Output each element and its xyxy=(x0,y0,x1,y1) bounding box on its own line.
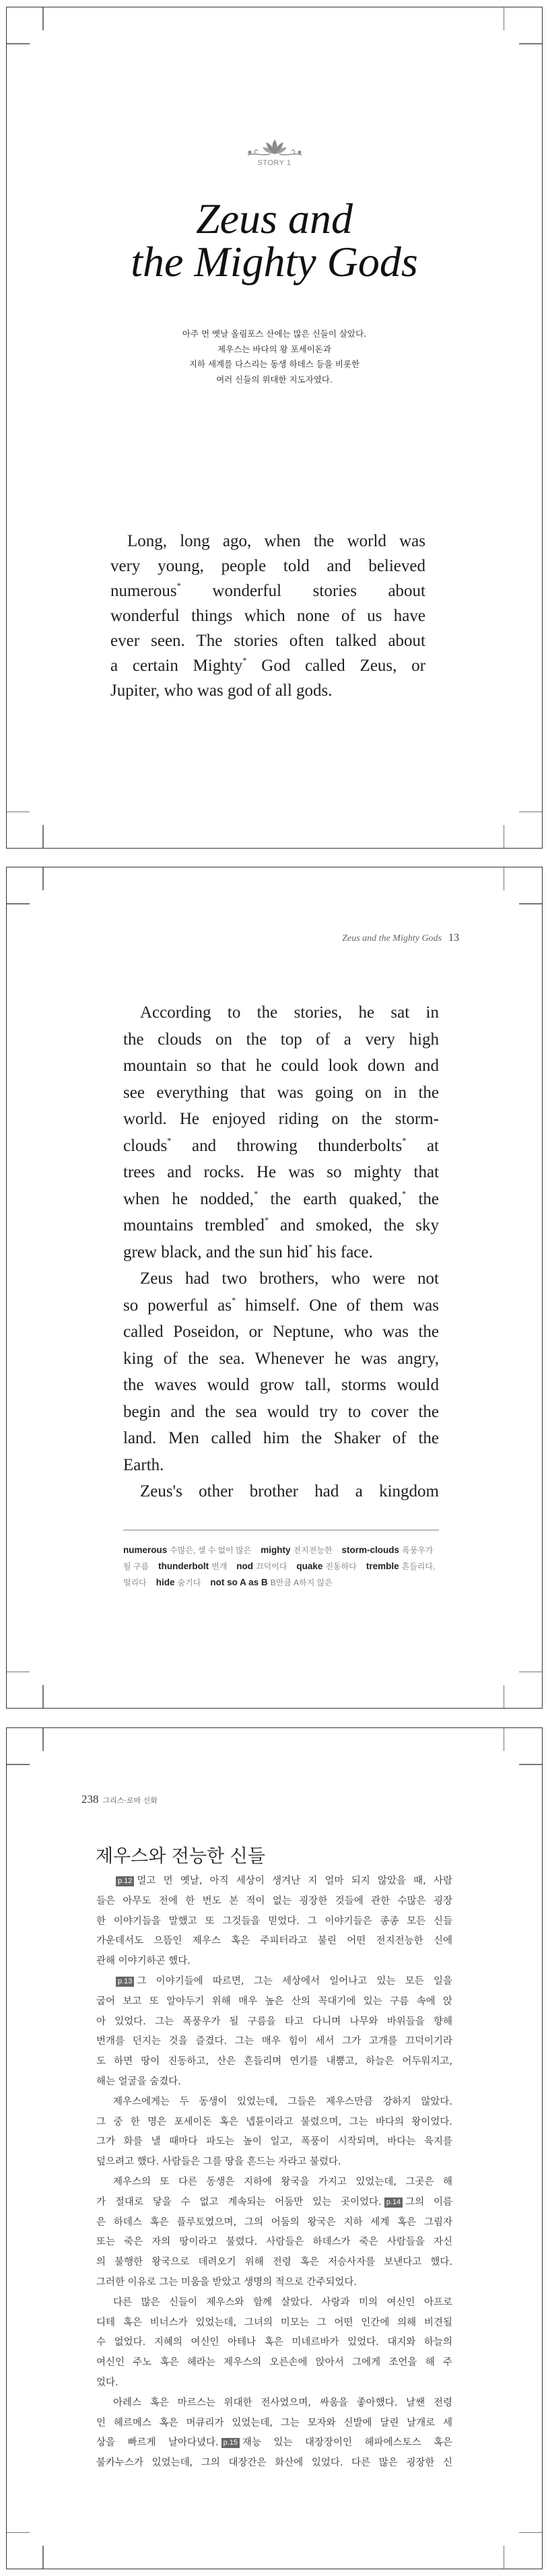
crop-mark xyxy=(519,43,542,44)
line-text: 수 없었다. 지혜의 여신인 아테나 혹은 미네르바가 있었다. 대지와 하늘의 xyxy=(96,2337,452,2348)
line-text: 인 헤르메스 혹은 머큐리가 있었는데, 그는 모자와 신발에 달린 날개로 세 xyxy=(96,2417,452,2429)
text-line xyxy=(96,2253,452,2273)
vocab-entry xyxy=(261,1545,341,1555)
vocab-entry xyxy=(236,1561,296,1571)
text-line xyxy=(96,2313,452,2334)
translation-body-text xyxy=(96,1872,452,2474)
text-line: numerous* wonderful stories about xyxy=(110,581,425,600)
text-line: land. Men called him the Shaker of the xyxy=(123,1429,439,1447)
running-header xyxy=(342,932,459,944)
text-line xyxy=(96,2353,452,2373)
text-line: the clouds on the top of a very high xyxy=(123,1030,439,1049)
story-body-text xyxy=(123,999,439,1505)
text-line: Jupiter, who was god of all gods. xyxy=(110,682,333,700)
text-line xyxy=(96,1931,452,1952)
text-line xyxy=(96,2373,452,2393)
crop-mark xyxy=(7,903,30,904)
vocab-definition: 폭풍우가 될 구름 xyxy=(123,1546,434,1571)
text-line xyxy=(96,1952,452,1972)
story-title-line: the Mighty Gods xyxy=(131,238,418,286)
line-text: 다른 많은 신들이 제우스와 함께 살았다. 사랑과 미의 여신인 아프로 xyxy=(113,2297,452,2308)
page-13 xyxy=(6,867,543,1709)
crop-mark xyxy=(42,1728,44,1751)
text-line: Earth. xyxy=(123,1455,164,1474)
line-text: 그 이야기들에 따르면, 그는 세상에서 일어나고 있는 모든 일을 xyxy=(137,1975,452,1987)
text-line xyxy=(96,2433,452,2453)
text-line xyxy=(96,2193,452,2213)
text-line xyxy=(96,2032,452,2052)
crop-mark xyxy=(519,1764,542,1765)
text-line: grew black, and the sun hid* his face. xyxy=(123,1242,373,1261)
line-text: 굽어 보고 또 알아두기 위해 매우 높은 산의 꼭대기에 있는 구름 속에 앉 xyxy=(96,1995,452,2007)
story-title xyxy=(7,197,542,284)
text-line xyxy=(96,1912,452,1932)
text-line xyxy=(96,1872,452,1892)
crop-mark xyxy=(42,7,44,30)
line-text: 재능 있는 대장장이인 헤파에스토스 혹은 xyxy=(242,2437,452,2449)
vocab-definition: 숨기다 xyxy=(177,1578,201,1587)
line-text: 여신인 주노 혹은 헤라는 제우스의 오른손에 앉아서 그에게 조언을 해 주 xyxy=(96,2357,452,2369)
vocab-definition: 끄덕이다 xyxy=(256,1562,287,1571)
vocab-entry xyxy=(210,1577,342,1587)
text-line: called Poseidon, or Neptune, who was the xyxy=(123,1323,439,1341)
text-line: world. He enjoyed riding on the storm- xyxy=(123,1110,439,1128)
vocab-term: hide xyxy=(156,1577,175,1587)
crop-mark xyxy=(504,2546,505,2569)
footnote-asterisk: * xyxy=(308,1242,313,1252)
korean-summary xyxy=(7,327,542,388)
text-line xyxy=(96,1992,452,2012)
vocab-definition: B만큼 A하지 않은 xyxy=(270,1578,333,1587)
crop-mark xyxy=(504,1685,505,1708)
crop-mark xyxy=(7,2532,30,2534)
vocab-entry xyxy=(296,1561,366,1571)
line-text: 가 절대로 닿을 수 없고 계속되는 어둠만 있는 곳이었다. xyxy=(96,2196,382,2208)
line-text: 제우스의 또 다른 동생은 지하에 왕국을 가지고 있었는데, 그곳은 해 xyxy=(113,2176,452,2187)
text-line: mountain so that he could look down and xyxy=(123,1057,439,1075)
page-reference-badge: p.13 xyxy=(116,1977,134,1987)
text-line xyxy=(96,2293,452,2313)
text-line xyxy=(96,2173,452,2193)
page-reference-badge: p.12 xyxy=(116,1876,134,1886)
crop-mark xyxy=(504,1728,505,1751)
line-text: 그가 화를 낼 때마다 파도는 높이 일고, 폭풍이 시작되며, 바다는 육지를 xyxy=(96,2136,452,2148)
text-line xyxy=(96,2233,452,2253)
running-title: Zeus and the Mighty Gods xyxy=(342,933,442,944)
vocab-entry xyxy=(123,1545,261,1555)
line-text: 아레스 혹은 마르스는 위대한 전사였으며, 싸움을 좋아했다. 날쌘 전령 xyxy=(113,2397,452,2408)
story-body-text xyxy=(110,529,425,703)
crop-mark xyxy=(7,1672,30,1673)
text-line: According to the stories, he sat in xyxy=(140,1003,439,1022)
text-line: wonderful things which none of us have xyxy=(110,607,425,625)
text-line xyxy=(96,2052,452,2072)
footnote-asterisk: * xyxy=(176,581,181,591)
text-line: mountains trembled* and smoked, the sky xyxy=(123,1215,439,1234)
line-text: 그러한 이유로 그는 미움을 받았고 생명의 적으로 간주되었다. xyxy=(96,2276,357,2288)
text-line: ever seen. The stories often talked about xyxy=(110,632,425,650)
line-text: 제우스에게는 두 동생이 있었는데, 그들은 제우스만큼 강하지 않았다. xyxy=(113,2096,452,2107)
line-text: 덮으려고 했다. 사람들은 그를 땅을 흔드는 자라고 불렀다. xyxy=(96,2156,341,2168)
text-line: the waves would grow tall, storms would xyxy=(123,1376,439,1394)
text-line xyxy=(96,2213,452,2233)
vocabulary-glossary xyxy=(123,1542,443,1591)
crop-mark xyxy=(42,825,44,848)
crop-mark xyxy=(7,812,30,813)
page-story-title xyxy=(6,7,543,849)
crop-mark xyxy=(504,7,505,30)
story-title-line: Zeus and xyxy=(196,195,353,242)
text-line: begin and the sea would try to cover the xyxy=(123,1402,439,1421)
footnote-asterisk: * xyxy=(401,1189,407,1199)
vocab-entry xyxy=(158,1561,236,1571)
crop-mark xyxy=(7,43,30,44)
footnote-divider xyxy=(123,1529,439,1531)
summary-line: 여러 신들의 위대한 지도자였다. xyxy=(216,374,333,385)
line-text: 해는 얼굴을 숨겼다. xyxy=(96,2076,181,2087)
book-title: 그리스·로마 신화 xyxy=(102,1796,158,1805)
vocab-definition: 전지전능한 xyxy=(293,1546,333,1555)
text-line: king of the sea. Whenever he was angry, xyxy=(123,1349,439,1368)
crop-mark xyxy=(519,1672,542,1673)
text-line: clouds* and throwing thunderbolts* at xyxy=(123,1135,439,1155)
text-line xyxy=(96,2152,452,2173)
running-header xyxy=(81,1793,158,1806)
text-line xyxy=(96,2453,452,2474)
footnote-asterisk: * xyxy=(264,1215,269,1225)
footnote-asterisk: * xyxy=(254,1189,259,1199)
text-line xyxy=(96,2414,452,2434)
text-line xyxy=(96,2072,452,2092)
vocab-definition: 번개 xyxy=(211,1562,228,1571)
text-line xyxy=(96,2273,452,2293)
footnote-asterisk: * xyxy=(402,1135,407,1146)
line-text: 관해 이야기하곤 했다. xyxy=(96,1956,191,1967)
vocab-term: numerous xyxy=(123,1545,168,1555)
text-line xyxy=(96,2092,452,2113)
footnote-asterisk: * xyxy=(242,655,247,665)
line-text: 그 중 한 명은 포세이돈 혹은 넵튠이라고 불렸으며, 그는 바다의 왕이었다. xyxy=(96,2116,452,2127)
crop-mark xyxy=(42,2546,44,2569)
line-text: 디테 혹은 비너스가 있었는데, 그녀의 미모는 그 어떤 인간에 의해 비견될 xyxy=(96,2317,452,2328)
line-text: 의 불행한 왕국으로 데려오기 위해 전령 혹은 저승사자를 보낸다고 했다. xyxy=(96,2257,452,2268)
line-text: 가운데서도 으뜸인 제우스 혹은 주피터라고 불린 어떤 전지전능한 신에 xyxy=(96,1936,452,1947)
vocab-term: mighty xyxy=(261,1545,291,1555)
line-text: 었다. xyxy=(96,2377,118,2388)
vocab-definition: 수많은, 셀 수 없이 많은 xyxy=(170,1546,252,1555)
line-text: 한 이야기들을 말했고 또 그것들을 믿었다. 그 이야기들은 종종 모든 신들 xyxy=(96,1915,452,1927)
text-line xyxy=(96,1972,452,1992)
text-line: see everything that was going on in the xyxy=(123,1083,439,1102)
crop-mark xyxy=(7,1764,30,1765)
line-text: 멀고 먼 옛날, 아직 세상이 생겨난 지 얼마 되지 않았을 때, 사람 xyxy=(137,1876,452,1886)
crop-mark xyxy=(504,825,505,848)
text-line xyxy=(96,1892,452,1912)
line-text: 은 하데스 혹은 플루토였으며, 그의 어둠의 왕국은 지하 세계 혹은 그림자 xyxy=(96,2216,452,2228)
text-line: when he nodded,* the earth quaked,* the xyxy=(123,1189,439,1208)
vocab-entry xyxy=(156,1577,211,1587)
crop-mark xyxy=(42,1685,44,1708)
text-line: trees and rocks. He was so mighty that xyxy=(123,1163,439,1181)
vocab-definition: 흔들리다, 떨리다 xyxy=(123,1562,436,1587)
crop-mark xyxy=(519,2532,542,2534)
text-line xyxy=(96,2113,452,2133)
page-reference-badge: p.15 xyxy=(221,2438,240,2448)
text-line: Zeus's other brother had a kingdom xyxy=(140,1482,439,1500)
line-text: 상을 빠르게 날아다녔다. xyxy=(96,2437,219,2449)
vocab-term: nod xyxy=(236,1561,254,1571)
story-label: STORY 1 xyxy=(257,159,292,167)
text-line: a certain Mighty* God called Zeus, or xyxy=(110,655,425,675)
crop-mark xyxy=(519,812,542,813)
text-line xyxy=(96,2333,452,2353)
footnote-asterisk: * xyxy=(167,1135,172,1146)
text-line xyxy=(96,2012,452,2033)
line-text: 도 하면 땅이 진동하고, 산은 흔들리며 연기를 내뿜고, 하늘은 어두워지고, xyxy=(96,2056,452,2068)
crop-mark xyxy=(504,867,505,890)
page-number: 13 xyxy=(448,932,459,944)
footnote-asterisk: * xyxy=(231,1295,236,1305)
vocab-term: tremble xyxy=(366,1561,399,1571)
vocab-definition: 진동하다 xyxy=(325,1562,357,1571)
vocab-term: not so A as B xyxy=(210,1577,268,1587)
summary-line: 지하 세계를 다스리는 동생 하데스 등을 비롯한 xyxy=(189,359,360,370)
crop-mark xyxy=(519,903,542,904)
line-text: 아 있었다. 그는 폭풍우가 될 구름을 타고 다니며 나무와 바위들을 향해 xyxy=(96,2016,452,2027)
text-line: Zeus had two brothers, who were not xyxy=(140,1269,439,1288)
line-text: 불카누스가 있었는데, 그의 대장간은 화산에 있었다. 다른 많은 굉장한 신 xyxy=(96,2457,452,2469)
text-line: very young, people told and believed xyxy=(110,557,425,575)
vocab-term: thunderbolt xyxy=(158,1561,209,1571)
page-number: 238 xyxy=(81,1793,99,1806)
text-line: Long, long ago, when the world was xyxy=(127,532,425,550)
translation-title: 제우스와 전능한 신들 xyxy=(96,1846,265,1867)
vocab-term: storm-clouds xyxy=(341,1545,400,1555)
line-text: 들은 아무도 전에 한 번도 본 적이 없는 굉장한 것들에 관한 수많은 굉장 xyxy=(96,1895,452,1907)
page-238-translation xyxy=(6,1727,543,2569)
line-text: 또는 죽은 자의 땅이라고 불렸다. 사람들은 하데스가 죽은 사람들을 자신 xyxy=(96,2237,452,2248)
text-line xyxy=(96,2393,452,2414)
page-reference-badge: p.14 xyxy=(384,2198,403,2208)
summary-line: 아주 먼 옛날 올림포스 산에는 많은 신들이 살았다. xyxy=(182,329,367,339)
text-line: so powerful as* himself. One of them was xyxy=(123,1295,439,1315)
line-text: 번개를 던지는 것을 즐겼다. 그는 매우 힘이 세서 그가 고개를 끄덕이기라 xyxy=(96,2036,452,2047)
summary-line: 제우스는 바다의 왕 포세이돈과 xyxy=(217,343,331,354)
crop-mark xyxy=(42,867,44,890)
line-text: 그의 이름 xyxy=(405,2196,452,2208)
vocab-term: quake xyxy=(296,1561,323,1571)
text-line xyxy=(96,2132,452,2152)
